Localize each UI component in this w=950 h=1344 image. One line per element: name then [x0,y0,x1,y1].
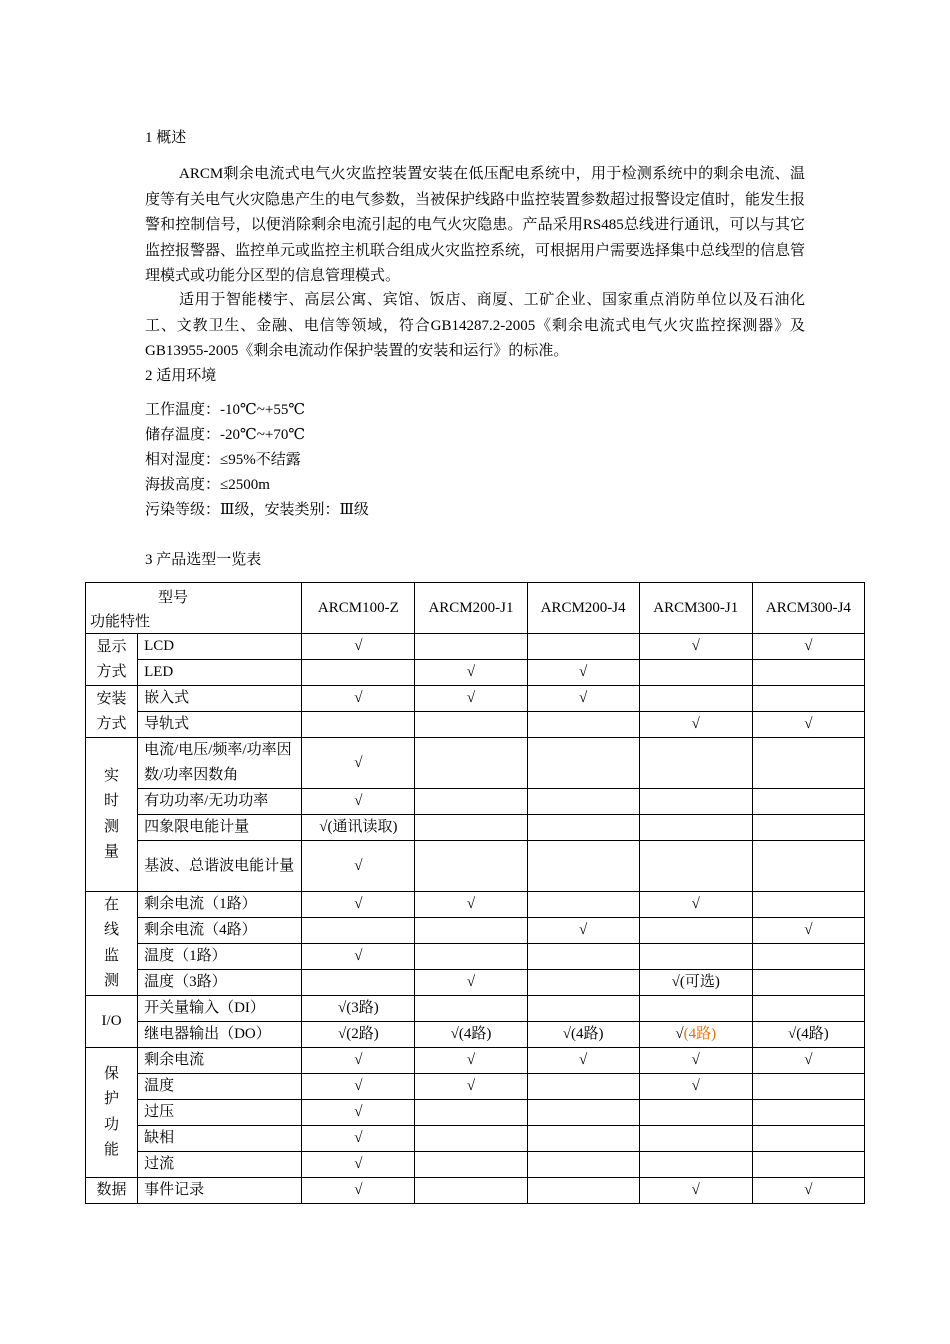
value-cell [527,634,639,660]
env-item: 储存温度：-20℃~+70℃ [145,427,306,443]
value-cell: √ [527,660,639,686]
table-row [86,1152,865,1178]
value-cell [302,712,415,738]
group-char: 量 [104,844,120,860]
value-cell: √(4路) [415,1022,527,1048]
table-row [86,996,865,1022]
value-cell [527,944,639,970]
value-cell [415,738,527,789]
value-cell [415,1100,527,1126]
value-cell [527,815,639,841]
feature-cell: 事件记录 [138,1178,302,1204]
value-cell [415,918,527,944]
model-header: ARCM200-J1 [415,583,527,634]
group-char: 测 [104,973,120,989]
value-cell [415,815,527,841]
value-cell: √ [302,1178,415,1204]
value-cell [752,815,864,841]
value-cell: √ [302,1100,415,1126]
model-header: ARCM300-J1 [639,583,752,634]
value-cell: √ [302,841,415,892]
corner-feature-label: 功能特性 [90,614,151,630]
group-char: 功 [104,1116,120,1133]
section-1-heading: 1 概述 [145,130,187,146]
value-cell [415,789,527,815]
value-cell: √(通讯读取) [302,815,415,841]
value-cell: √ [302,892,415,918]
value-cell: √ [752,918,864,944]
table-row [86,1126,865,1152]
value-cell [752,686,864,712]
value-cell [415,1126,527,1152]
value-cell [527,1178,639,1204]
value-cell: √(3路) [302,996,415,1022]
table-row [86,789,865,815]
group-char: 护 [104,1091,120,1107]
value-cell: √ [415,660,527,686]
value-cell: √(4路) [527,1022,639,1048]
group-protect [86,1048,138,1178]
value-cell: √ [302,738,415,789]
feature-cell: 导轨式 [138,712,302,738]
value-cell: √ [302,1152,415,1178]
value-cell [527,892,639,918]
value-cell: √ [415,970,527,996]
value-cell [302,918,415,944]
value-cell [639,789,752,815]
value-cell [752,841,864,892]
table-row [86,1074,865,1100]
feature-cell: 基波、总谐波电能计量 [138,841,302,892]
group-char: 时 [104,793,120,809]
group-char: 能 [104,1142,120,1158]
value-cell [752,1152,864,1178]
value-cell [752,970,864,996]
value-cell: √ [527,686,639,712]
value-cell [752,996,864,1022]
value-cell [527,1074,639,1100]
value-cell: √ [527,918,639,944]
value-cell [527,970,639,996]
feature-cell: 电流/电压/频率/功率因数/功率因数角 [138,738,302,789]
value-cell: √ [302,944,415,970]
value-cell [527,841,639,892]
model-header: ARCM100-Z [302,583,415,634]
value-cell [639,1126,752,1152]
feature-cell: 剩余电流（4路） [138,918,302,944]
group-char: 实 [104,767,120,784]
value-cell [639,1152,752,1178]
table-row [86,686,865,712]
value-cell: √ [752,634,864,660]
feature-cell: 继电器输出（DO） [138,1022,302,1048]
value-cell [415,1178,527,1204]
section-3-heading: 3 产品选型一览表 [145,552,262,568]
value-cell: √ [752,1048,864,1074]
value-cell [752,738,864,789]
feature-cell: 过压 [138,1100,302,1126]
value-cell [639,738,752,789]
table-row [86,634,865,660]
value-cell [302,660,415,686]
value-cell [639,841,752,892]
value-cell: √(4路) [752,1022,864,1048]
feature-cell: 过流 [138,1152,302,1178]
table-row [86,1178,865,1204]
value-cell [752,1100,864,1126]
model-header: ARCM200-J4 [527,583,639,634]
feature-cell: 有功功率/无功功率 [138,789,302,815]
group-char: 保 [104,1065,120,1082]
value-cell: √ [415,686,527,712]
group-display: 显示 方式 [86,634,138,686]
value-cell [752,1126,864,1152]
group-monitor [86,892,138,996]
value-cell: √ [527,1048,639,1074]
value-cell: √ [639,634,752,660]
value-cell [527,1100,639,1126]
value-cell: √ [302,686,415,712]
table-row [86,712,865,738]
value-cell [527,789,639,815]
value-cell: √ [415,1074,527,1100]
value-cell [415,944,527,970]
value-cell: √ [752,1178,864,1204]
environment-list [145,398,369,523]
table-row [86,1100,865,1126]
value-cell [639,1022,752,1048]
value-orange-suffix: (4路) [683,1026,717,1042]
value-cell: √(2路) [302,1022,415,1048]
value-cell: √ [752,712,864,738]
feature-cell: 四象限电能计量 [138,815,302,841]
value-cell: √ [639,712,752,738]
value-cell: √ [639,892,752,918]
value-cell [527,1152,639,1178]
value-cell: √ [302,1126,415,1152]
value-cell [415,996,527,1022]
product-selection-table [85,582,865,1204]
value-cell: √(可选) [639,970,752,996]
table-row [86,970,865,996]
value-cell: √ [415,892,527,918]
group-char: 监 [104,947,120,964]
group-install: 安装 方式 [86,686,138,738]
feature-cell: LCD [138,634,302,660]
group-char: 线 [104,922,120,938]
corner-cell [86,583,302,634]
value-cell: √ [639,1074,752,1100]
table-row [86,660,865,686]
feature-cell: 缺相 [138,1126,302,1152]
env-item: 海拔高度：≤2500m [145,477,270,493]
value-cell: √ [302,634,415,660]
table-row [86,892,865,918]
group-char: 在 [104,896,120,913]
value-cell [302,970,415,996]
value-cell [639,1100,752,1126]
table-row [86,1022,865,1048]
model-header: ARCM300-J4 [752,583,864,634]
env-item: 相对湿度：≤95%不结露 [145,452,301,468]
value-cell: √ [639,1178,752,1204]
value-cell [639,815,752,841]
group-data: 数据 [86,1178,138,1204]
value-cell: √ [302,1074,415,1100]
value-cell: √ [639,1048,752,1074]
value-cell [752,789,864,815]
value-cell [639,944,752,970]
value-cell [527,996,639,1022]
group-char: 测 [104,818,120,835]
value-cell [415,712,527,738]
value-cell: √ [302,789,415,815]
env-item: 污染等级：Ⅲ级，安装类别：Ⅲ级 [145,502,369,518]
value-cell [415,634,527,660]
value-cell [527,738,639,789]
section-2-heading: 2 适用环境 [145,368,217,384]
value-check: √ [675,1026,684,1042]
table-row [86,918,865,944]
value-cell [752,892,864,918]
value-cell [415,841,527,892]
feature-cell: 温度（3路） [138,970,302,996]
value-cell [527,712,639,738]
value-cell: √ [415,1048,527,1074]
table-row [86,815,865,841]
feature-cell: 温度 [138,1074,302,1100]
table-header-row [86,583,865,634]
value-cell [752,1074,864,1100]
feature-cell: 嵌入式 [138,686,302,712]
table-row [86,841,865,892]
section-1-paragraph-1: ARCM剩余电流式电气火灾监控装置安装在低压配电系统中，用于检测系统中的剩余电流、温度等有关电气火灾隐患产生的电气参数，当被保护线路中监控装置参数超过报警设定值时，能发生报警和控制信号，以便消除剩余电流引起的电气火灾隐患。产品采用RS485总线进行通讯，可以与其它监控报警器、监控单元或监控主机联合组成火灾监控系统，可根据用户需要选择集中总线型的信息管理模式或功能分区型的信息管理模式。 [145,166,806,284]
group-measure [86,738,138,892]
table-row [86,1048,865,1074]
value-cell [639,996,752,1022]
value-cell [639,918,752,944]
value-cell [639,660,752,686]
value-cell [752,944,864,970]
corner-model-label: 型号 [158,590,189,606]
value-cell: √ [302,1048,415,1074]
table-row [86,738,865,789]
env-item: 工作温度：-10℃~+55℃ [145,402,306,418]
value-cell [415,1152,527,1178]
value-cell [527,1126,639,1152]
table-row [86,944,865,970]
feature-cell: 开关量输入（DI） [138,996,302,1022]
feature-cell: 剩余电流 [138,1048,302,1074]
value-cell [639,686,752,712]
section-1-paragraph-2: 适用于智能楼宇、高层公寓、宾馆、饭店、商厦、工矿企业、国家重点消防单位以及石油化工、文教卫生、金融、电信等领域，符合GB14287.2-2005《剩余电流式电气火灾监控探测器》及GB13955-2005《剩余电流动作保护装置的安装和运行》的标准。 [145,292,805,359]
value-cell [752,660,864,686]
group-io: I/O [86,996,138,1048]
feature-cell: 温度（1路） [138,944,302,970]
feature-cell: LED [138,660,302,686]
feature-cell: 剩余电流（1路） [138,892,302,918]
